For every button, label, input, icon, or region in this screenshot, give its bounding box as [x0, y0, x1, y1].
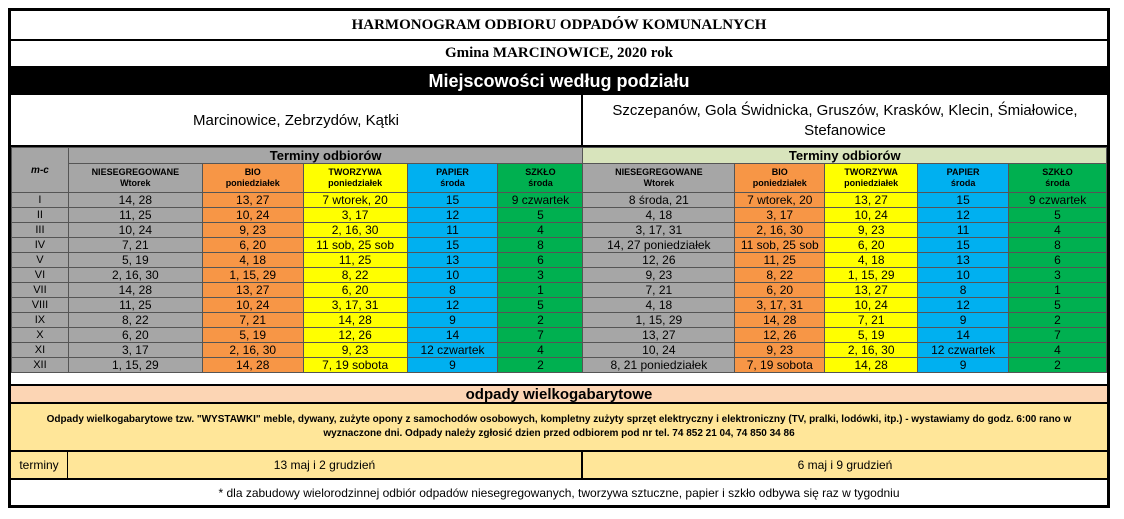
schedule-cell: 8 — [1009, 238, 1107, 253]
schedule-cell: 11, 25 — [303, 253, 407, 268]
group-2-col-0-header — [583, 164, 735, 193]
section-heading: Miejscowości według podziału — [11, 68, 1107, 95]
schedule-cell: 9, 23 — [583, 268, 735, 283]
schedule-cell: 15 — [918, 193, 1009, 208]
column-label: NIESEGREGOWANE — [615, 167, 703, 177]
column-label: TWORZYWA — [844, 167, 898, 177]
schedule-cell: 13, 27 — [825, 193, 918, 208]
locality-groups — [11, 95, 1107, 147]
column-day: środa — [440, 178, 465, 188]
schedule-cell: 11 sob, 25 sob — [735, 238, 825, 253]
table-row — [12, 313, 1107, 328]
column-day: poniedziałek — [752, 178, 807, 188]
schedule-cell: 12 — [918, 298, 1009, 313]
schedule-cell: 3 — [1009, 268, 1107, 283]
column-day: Wtorek — [120, 178, 151, 188]
document-title: HARMONOGRAM ODBIORU ODPADÓW KOMUNALNYCH — [11, 11, 1107, 41]
schedule-cell: 6 — [1009, 253, 1107, 268]
schedule-cell: 12, 26 — [303, 328, 407, 343]
schedule-cell: 4, 18 — [202, 253, 303, 268]
schedule-cell: 4, 18 — [825, 253, 918, 268]
schedule-cell: 4 — [498, 223, 583, 238]
schedule-cell: 3, 17 — [735, 208, 825, 223]
column-label: PAPIER — [436, 167, 469, 177]
schedule-cell: 1 — [1009, 283, 1107, 298]
schedule-cell: 7, 21 — [825, 313, 918, 328]
group-2-col-2-header — [825, 164, 918, 193]
table-row — [12, 328, 1107, 343]
schedule-cell: 11, 25 — [68, 298, 202, 313]
schedule-cell: 2 — [498, 313, 583, 328]
schedule-cell: 6, 20 — [825, 238, 918, 253]
table-row — [12, 343, 1107, 358]
month-label: XII — [12, 358, 69, 373]
schedule-cell: 14 — [407, 328, 498, 343]
schedule-cell: 5 — [498, 298, 583, 313]
table-row — [12, 253, 1107, 268]
group-2-terminy-header: Terminy odbiorów — [583, 148, 1107, 164]
schedule-cell: 3, 17, 31 — [303, 298, 407, 313]
column-day: poniedziałek — [328, 178, 383, 188]
schedule-cell: 6, 20 — [735, 283, 825, 298]
schedule-cell: 1, 15, 29 — [583, 313, 735, 328]
schedule-cell: 1, 15, 29 — [202, 268, 303, 283]
schedule-cell: 10, 24 — [202, 298, 303, 313]
schedule-cell: 11, 25 — [68, 208, 202, 223]
schedule-cell: 2 — [1009, 313, 1107, 328]
schedule-cell: 7 wtorek, 20 — [735, 193, 825, 208]
group-1-col-4-header — [498, 164, 583, 193]
schedule-cell: 14, 28 — [68, 193, 202, 208]
schedule-cell: 10, 24 — [68, 223, 202, 238]
schedule-cell: 4 — [1009, 343, 1107, 358]
month-label: II — [12, 208, 69, 223]
schedule-cell: 9, 23 — [303, 343, 407, 358]
group-2-col-3-header — [918, 164, 1009, 193]
terms-label: terminy — [11, 452, 68, 478]
column-day: środa — [1045, 178, 1070, 188]
column-label: PAPIER — [946, 167, 980, 177]
schedule-cell: 13 — [918, 253, 1009, 268]
schedule-cell: 9 — [407, 313, 498, 328]
schedule-cell: 10, 24 — [825, 208, 918, 223]
terms-group-2: 6 maj i 9 grudzień — [797, 458, 893, 472]
schedule-cell: 2, 16, 30 — [68, 268, 202, 283]
schedule-cell: 11 sob, 25 sob — [303, 238, 407, 253]
schedule-cell: 11 — [407, 223, 498, 238]
table-row — [12, 268, 1107, 283]
schedule-cell: 3, 17, 31 — [583, 223, 735, 238]
schedule-cell: 5, 19 — [825, 328, 918, 343]
schedule-cell: 7 — [498, 328, 583, 343]
schedule-cell: 5 — [1009, 208, 1107, 223]
schedule-cell: 4, 18 — [583, 208, 735, 223]
schedule-table — [11, 147, 1107, 373]
schedule-cell: 1 — [498, 283, 583, 298]
schedule-cell: 15 — [918, 238, 1009, 253]
schedule-cell: 7, 19 sobota — [735, 358, 825, 373]
schedule-cell: 12 czwartek — [918, 343, 1009, 358]
table-row — [12, 208, 1107, 223]
table-row — [12, 223, 1107, 238]
table-row — [12, 283, 1107, 298]
schedule-cell: 4 — [498, 343, 583, 358]
schedule-cell: 12 — [407, 208, 498, 223]
terms-group-1: 13 maj i 2 grudzień — [68, 452, 583, 478]
schedule-cell: 14, 28 — [202, 358, 303, 373]
schedule-cell: 10, 24 — [825, 298, 918, 313]
column-day: poniedziałek — [225, 178, 280, 188]
schedule-cell: 11 — [918, 223, 1009, 238]
schedule-cell: 8 — [407, 283, 498, 298]
month-label: X — [12, 328, 69, 343]
schedule-cell: 14 — [918, 328, 1009, 343]
schedule-cell: 3, 17 — [303, 208, 407, 223]
month-label: III — [12, 223, 69, 238]
group-1-col-1-header — [202, 164, 303, 193]
schedule-cell: 1, 15, 29 — [825, 268, 918, 283]
schedule-cell: 13, 27 — [583, 328, 735, 343]
bulky-waste-terms — [11, 452, 1107, 480]
schedule-cell: 9 czwartek — [498, 193, 583, 208]
group-2-col-1-header — [735, 164, 825, 193]
schedule-cell: 14, 28 — [303, 313, 407, 328]
schedule-cell: 12 — [407, 298, 498, 313]
schedule-cell: 14, 28 — [735, 313, 825, 328]
schedule-cell: 8, 22 — [303, 268, 407, 283]
column-day: środa — [950, 178, 976, 188]
schedule-cell: 7, 21 — [583, 283, 735, 298]
header-row-columns — [12, 164, 1107, 193]
schedule-cell: 9, 23 — [825, 223, 918, 238]
schedule-cell: 6, 20 — [202, 238, 303, 253]
column-label: BIO — [771, 167, 788, 177]
schedule-cell: 9, 23 — [202, 223, 303, 238]
schedule-cell: 6 — [498, 253, 583, 268]
schedule-cell: 2, 16, 30 — [735, 223, 825, 238]
schedule-cell: 6, 20 — [303, 283, 407, 298]
schedule-cell: 9 — [918, 358, 1009, 373]
table-row — [12, 358, 1107, 373]
footnote: * dla zabudowy wielorodzinnej odbiór odpadów niesegregowanych, tworzywa sztuczne, papier i szkło odbywa się raz w tygodniu — [218, 485, 900, 500]
table-row — [12, 193, 1107, 208]
table-row — [12, 298, 1107, 313]
group-2-col-4-header — [1009, 164, 1107, 193]
schedule-cell: 9 — [407, 358, 498, 373]
group-1-col-0-header — [68, 164, 202, 193]
group-2-localities: Szczepanów, Gola Świdnicka, Gruszów, Krasków, Klecin, Śmiałowice, Stefanowice — [612, 102, 1078, 139]
group-1-terminy-header: Terminy odbiorów — [68, 148, 583, 164]
schedule-cell: 2, 16, 30 — [825, 343, 918, 358]
schedule-cell: 8 środa, 21 — [583, 193, 735, 208]
month-label: V — [12, 253, 69, 268]
schedule-cell: 4 — [1009, 223, 1107, 238]
header-row-terminy — [12, 148, 1107, 164]
schedule-document — [8, 8, 1110, 508]
schedule-cell: 7, 21 — [68, 238, 202, 253]
schedule-cell: 9 — [918, 313, 1009, 328]
schedule-cell: 7, 19 sobota — [303, 358, 407, 373]
schedule-cell: 3 — [498, 268, 583, 283]
schedule-cell: 8 — [498, 238, 583, 253]
column-label: SZKŁO — [1042, 167, 1073, 177]
schedule-cell: 12 czwartek — [407, 343, 498, 358]
schedule-cell: 9, 23 — [735, 343, 825, 358]
group-1-localities: Marcinowice, Zebrzydów, Kątki — [11, 95, 583, 147]
document-subtitle: Gmina MARCINOWICE, 2020 rok — [11, 41, 1107, 68]
month-label: VIII — [12, 298, 69, 313]
month-label: IV — [12, 238, 69, 253]
schedule-cell: 14, 27 poniedziałek — [583, 238, 735, 253]
schedule-cell: 10, 24 — [583, 343, 735, 358]
schedule-cell: 2, 16, 30 — [303, 223, 407, 238]
schedule-cell: 13, 27 — [825, 283, 918, 298]
schedule-cell: 12, 26 — [735, 328, 825, 343]
schedule-cell: 13, 27 — [202, 193, 303, 208]
schedule-cell: 8, 22 — [735, 268, 825, 283]
month-label: VII — [12, 283, 69, 298]
column-day: Wtorek — [643, 178, 675, 188]
group-1-col-3-header — [407, 164, 498, 193]
schedule-cell: 4, 18 — [583, 298, 735, 313]
schedule-cell: 7, 21 — [202, 313, 303, 328]
table-row — [12, 238, 1107, 253]
bulky-waste-description: Odpady wielkogabarytowe tzw. "WYSTAWKI" meble, dywany, zużyte opony z samochodów osobowych, kompletny zużyty sprzęt elektryczny i elektroniczny (TV, pralki, lodówki, itp.) - wystawiamy do godz. 6:00 rano w wyznaczone dni. Odpady należy zgłosić dzien przed odbiorem pod nr tel. 74 852 21 04, 74 850 34 86 — [11, 404, 1107, 452]
schedule-cell: 10, 24 — [202, 208, 303, 223]
schedule-cell: 7 wtorek, 20 — [303, 193, 407, 208]
schedule-cell: 1, 15, 29 — [68, 358, 202, 373]
schedule-cell: 13, 27 — [202, 283, 303, 298]
schedule-cell: 14, 28 — [68, 283, 202, 298]
schedule-cell: 10 — [918, 268, 1009, 283]
month-label: VI — [12, 268, 69, 283]
month-column-header: m-c — [12, 148, 69, 193]
schedule-cell: 10 — [407, 268, 498, 283]
schedule-cell: 5 — [498, 208, 583, 223]
schedule-cell: 3, 17, 31 — [735, 298, 825, 313]
column-label: SZKŁO — [525, 167, 556, 177]
column-day: środa — [528, 178, 553, 188]
month-label: IX — [12, 313, 69, 328]
column-label: TWORZYWA — [328, 167, 382, 177]
schedule-cell: 15 — [407, 193, 498, 208]
schedule-cell: 5, 19 — [68, 253, 202, 268]
schedule-cell: 3, 17 — [68, 343, 202, 358]
schedule-cell: 2 — [1009, 358, 1107, 373]
schedule-cell: 2, 16, 30 — [202, 343, 303, 358]
schedule-cell: 5, 19 — [202, 328, 303, 343]
schedule-cell: 11, 25 — [735, 253, 825, 268]
group-1-col-2-header — [303, 164, 407, 193]
schedule-cell: 5 — [1009, 298, 1107, 313]
schedule-cell: 8 — [918, 283, 1009, 298]
schedule-cell: 13 — [407, 253, 498, 268]
schedule-cell: 15 — [407, 238, 498, 253]
column-label: NIESEGREGOWANE — [91, 167, 180, 177]
schedule-cell: 9 czwartek — [1009, 193, 1107, 208]
month-label: I — [12, 193, 69, 208]
schedule-cell: 12, 26 — [583, 253, 735, 268]
bulky-waste-title: odpady wielkogabarytowe — [11, 384, 1107, 404]
column-label: BIO — [244, 167, 261, 177]
schedule-cell: 14, 28 — [825, 358, 918, 373]
schedule-cell: 12 — [918, 208, 1009, 223]
schedule-cell: 8, 22 — [68, 313, 202, 328]
schedule-cell: 8, 21 poniedziałek — [583, 358, 735, 373]
month-label: XI — [12, 343, 69, 358]
schedule-cell: 2 — [498, 358, 583, 373]
schedule-cell: 6, 20 — [68, 328, 202, 343]
schedule-cell: 7 — [1009, 328, 1107, 343]
column-day: poniedziałek — [844, 178, 899, 188]
